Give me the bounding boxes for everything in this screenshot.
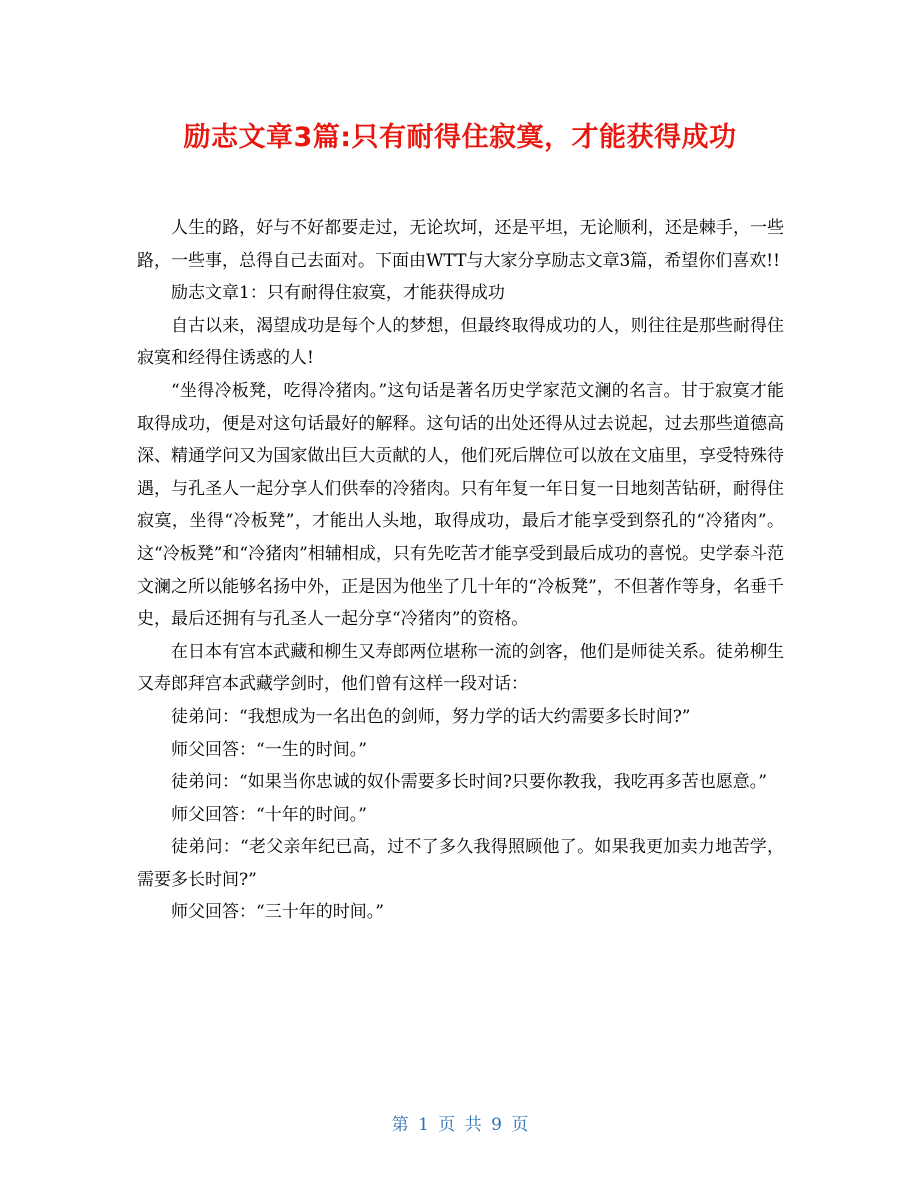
paragraph: “坐得冷板凳，吃得冷猪肉。”这句话是著名历史学家范文澜的名言。甘于寂寞才能取得成功，便是对这句话最好的解释。这句话的出处还得从过去说起，过去那些道德高深、精通学问又为国家做出巨大贡献的人，他们死后牌位可以放在文庙里，享受特殊待遇，与孔圣人一起分享人们供奉的冷猪肉。只有年复一年日复一日地刻苦钻研，耐得住寂寞，坐得“冷板凳”，才能出人头地，取得成功，最后才能享受到祭孔的“冷猪肉”。这“冷板凳”和“冷猪肉”相辅相成，只有先吃苦才能享受到最后成功的喜悦。史学泰斗范文澜之所以能够名扬中外，正是因为他坐了几十年的“冷板凳”，不但著作等身，名垂千史，最后还拥有与孔圣人一起分享“冷猪肉”的资格。 bbox=[137, 380, 784, 630]
dialogue-line: 师父回答：“十年的时间。” bbox=[171, 804, 367, 825]
article-title: 励志文章3篇:只有耐得住寂寞，才能获得成功 bbox=[183, 122, 737, 153]
dialogue-line: 徒弟问：“如果当你忠诚的奴仆需要多长时间?只要你教我，我吃再多苦也愿意。” bbox=[171, 772, 767, 793]
paragraph-subheading: 励志文章1：只有耐得住寂寞，才能获得成功 bbox=[171, 283, 505, 304]
dialogue-line: 徒弟问：“我想成为一名出色的剑师，努力学的话大约需要多长时间?” bbox=[171, 706, 691, 727]
paragraph: 自古以来，渴望成功是每个人的梦想，但最终取得成功的人，则往往是那些耐得住寂寞和经得住诱惑的人! bbox=[137, 315, 784, 369]
dialogue-line: 徒弟问：“老父亲年纪已高，过不了多久我得照顾他了。如果我更加卖力地苦学，需要多长时间?” bbox=[137, 837, 784, 890]
dialogue-line: 师父回答：“三十年的时间。” bbox=[171, 902, 384, 923]
dialogue-line: 师父回答：“一生的时间。” bbox=[171, 739, 367, 760]
article-body bbox=[137, 212, 784, 929]
paragraph-intro: 人生的路，好与不好都要走过，无论坎坷，还是平坦，无论顺利，还是棘手，一些路，一些事，总得自己去面对。下面由WTT与大家分享励志文章3篇，希望你们喜欢!! bbox=[137, 218, 784, 271]
paragraph: 在日本有宫本武藏和柳生又寿郎两位堪称一流的剑客，他们是师徒关系。徒弟柳生又寿郎拜宫本武藏学剑时，他们曾有这样一段对话： bbox=[137, 641, 784, 695]
page-number-footer: 第 1 页 共 9 页 bbox=[391, 1115, 529, 1135]
